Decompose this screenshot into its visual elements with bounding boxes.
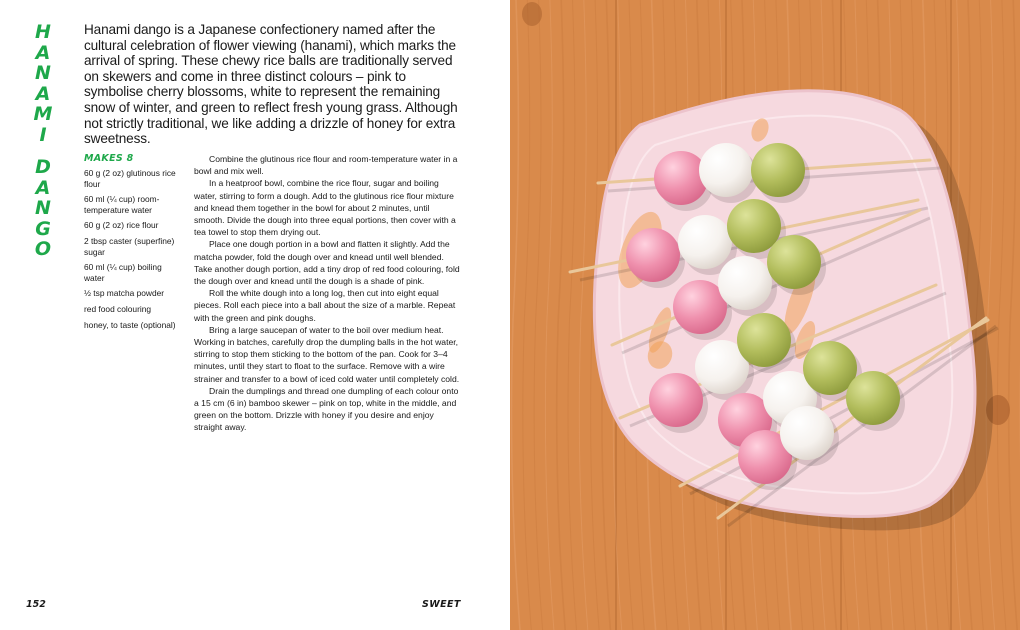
pink-dango [654, 151, 708, 205]
ingredient-item: honey, to taste (optional) [84, 319, 176, 330]
section-name: SWEET [422, 599, 461, 610]
ingredient-item: 2 tbsp caster (superfine) sugar [84, 235, 175, 257]
dango-photo-illustration [510, 0, 1020, 630]
ingredient-item: 60 ml (¼ cup) room-temperature water [84, 194, 160, 215]
intro-paragraph: Hanami dango is a Japanese confectionery named after the cultural celebration of flower viewing (hanami), which marks the arrival of spring. These chewy rice balls are traditionally served on skewers and come in three distinct colours – pink to symbolise cherry blossoms, white to represent the remaining snow of winter, and green to reflect fresh young grass. Although not strictly traditional, we like adding a drizzle of honey for extra sweetness. [84, 22, 458, 147]
ingredient-item: 60 g (2 oz) rice flour [84, 220, 159, 231]
green-dango [751, 143, 805, 197]
ingredient-item: 60 g (2 oz) glutinous rice flour [84, 168, 176, 189]
method-step: Roll the white dough into a long log, then cut into eight equal pieces. Roll each piece into a ball about the size of a marble. Repeat with the green and pink doughs. [194, 288, 456, 323]
method-step: Drain the dumplings and thread one dumpling of each colour onto a 15 cm (6 in) bamboo skewer – pink on top, white in the middle, and green on the bottom. Drizzle with honey if you desire and enjoy straight away. [194, 385, 459, 433]
method-section [194, 153, 462, 434]
green-dango [846, 371, 900, 425]
method-step: In a heatproof bowl, combine the rice flour, sugar and boiling water, stirring to form a dough. Add to the glutinous rice flour mixture and knead them together in the bowl for about 2 minutes, until smooth. Divide the dough into three equal portions, then cover with a tea towel to stop them drying out. [194, 178, 456, 238]
yield-label: MAKES 8 [84, 153, 134, 164]
method-step: Place one dough portion in a bowl and flatten it slightly. Add the matcha powder, fold the dough over and knead until well blended. Take another dough portion, add a tiny drop of red food colouring, fold the dough over and knead until the dough is a shade of pink. [194, 239, 460, 287]
title-word: H A N A M I [33, 21, 53, 146]
pink-dango [626, 228, 680, 282]
food-photo [510, 0, 1020, 630]
green-dango [767, 235, 821, 289]
method-step: Combine the glutinous rice flour and room-temperature water in a bowl and mix well. [194, 154, 458, 177]
white-dango [780, 406, 834, 460]
ingredient-item: 60 ml (¼ cup) boiling water [84, 262, 162, 283]
ingredient-item: ½ tsp matcha powder [84, 288, 165, 299]
page-number: 152 [26, 599, 46, 610]
title-word: D A N G O [34, 156, 52, 260]
pink-dango [649, 373, 703, 427]
white-dango [678, 215, 732, 269]
green-dango [737, 313, 791, 367]
wood-knot [522, 2, 542, 26]
green-dango [727, 199, 781, 253]
method-step: Bring a large saucepan of water to the boil over medium heat. Working in batches, carefully drop the dumpling balls in the hot water, stirring to stop them sticking to the bottom of the pan. Cook for 3–4 minutes, until they start to float to the surface. Remove with a wire strainer and transfer to a bowl of iced cold water until completely cold. [194, 324, 460, 384]
ingredient-list [84, 168, 184, 330]
recipe-title [32, 22, 54, 260]
white-dango [718, 256, 772, 310]
ingredient-item: red food colouring [84, 303, 152, 314]
white-dango [699, 143, 753, 197]
ingredients-section [84, 153, 184, 335]
